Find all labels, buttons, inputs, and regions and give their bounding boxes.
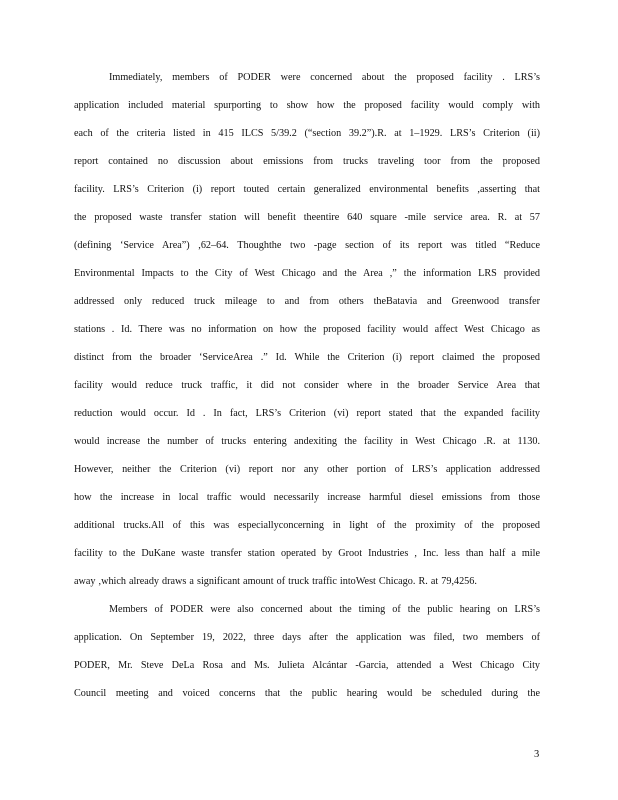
paragraph-2-line-4: Council meeting and voiced concerns that the public hearing would be scheduled during the bbox=[74, 688, 540, 699]
paragraph-1-line-18: facility to the DuKane waste transfer station operated by Groot Industries , Inc. less than half a mile bbox=[74, 548, 540, 559]
paragraph-1-line-19: away ,which already draws a significant amount of truck traffic intoWest Chicago. R. at 79,4256. bbox=[74, 576, 477, 587]
paragraph-1-line-5: facility. LRS’s Criterion (i) report touted certain generalized environmental benefits ,asserting that bbox=[74, 184, 540, 195]
paragraph-1-line-8: Environmental Impacts to the City of West Chicago and the Area ,” the information LRS provided bbox=[74, 268, 540, 279]
paragraph-1-line-9: addressed only reduced truck mileage to and from others theBatavia and Greenwood transfer bbox=[74, 296, 540, 307]
paragraph-1-line-15: However, neither the Criterion (vi) report nor any other portion of LRS’s application addressed bbox=[74, 464, 540, 475]
paragraph-1-line-11: distinct from the broader ‘ServiceArea .” Id. While the Criterion (i) report claimed the proposed bbox=[74, 352, 540, 363]
paragraph-2-line-2: application. On September 19, 2022, three days after the application was filed, two members of bbox=[74, 632, 540, 643]
paragraph-1-line-17: additional trucks.All of this was especiallyconcerning in light of the proximity of the proposed bbox=[74, 520, 540, 531]
paragraph-1-line-7: (defining ‘Service Area”) ,62–64. Thoughthe two -page section of its report was titled “Reduce bbox=[74, 240, 540, 251]
paragraph-1-line-6: the proposed waste transfer station will benefit theentire 640 square -mile service area. R. at 57 bbox=[74, 212, 540, 223]
paragraph-1-line-16: how the increase in local traffic would necessarily increase harmful diesel emissions from those bbox=[74, 492, 540, 503]
paragraph-1-line-4: report contained no discussion about emissions from trucks traveling toor from the proposed bbox=[74, 156, 540, 167]
page-number: 3 bbox=[534, 749, 540, 760]
paragraph-2-line-3: PODER, Mr. Steve DeLa Rosa and Ms. Julieta Alcántar -Garcia, attended a West Chicago City bbox=[74, 660, 540, 671]
paragraph-1-line-10: stations . Id. There was no information on how the proposed facility would affect West Chicago as bbox=[74, 324, 540, 335]
paragraph-1-line-13: reduction would occur. Id . In fact, LRS’s Criterion (vi) report stated that the expanded facility bbox=[74, 408, 540, 419]
paragraph-1-line-12: facility would reduce truck traffic, it did not consider where in the broader Service Area that bbox=[74, 380, 540, 391]
paragraph-1-line-3: each of the criteria listed in 415 ILCS 5/39.2 (“section 39.2”).R. at 1–1929. LRS’s Criterion (ii) bbox=[74, 128, 540, 139]
paragraph-1-line-2: application included material spurporting to show how the proposed facility would comply with bbox=[74, 100, 540, 111]
paragraph-1-line-14: would increase the number of trucks entering andexiting the facility in West Chicago .R. at 1130. bbox=[74, 436, 540, 447]
paragraph-1-line-1: Immediately, members of PODER were concerned about the proposed facility . LRS’s bbox=[109, 72, 540, 83]
paragraph-2-line-1: Members of PODER were also concerned about the timing of the public hearing on LRS’s bbox=[109, 604, 540, 615]
